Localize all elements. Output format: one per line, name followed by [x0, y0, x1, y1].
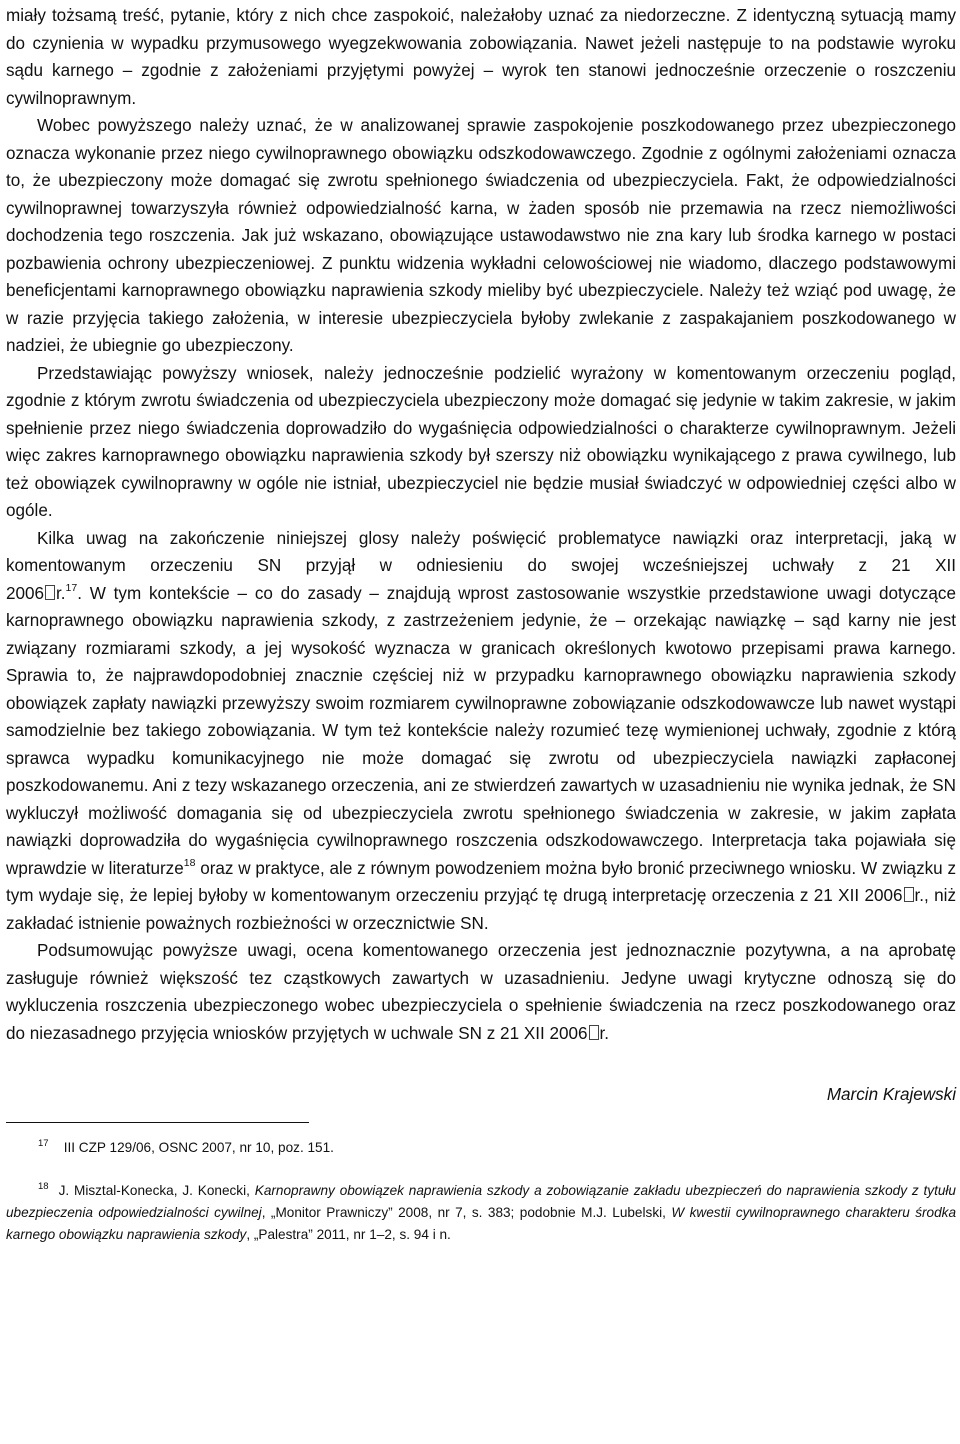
paragraph-2: Wobec powyższego należy uznać, że w analizowanej sprawie zaspokojenie poszkodowanego przez ubezpieczonego oznacza wykonanie przez niego cywilnoprawnego obowiązku odszkodowawczego. Zgodnie z ogólnymi założeniami oznacza to, że ubezpieczony może domagać się zwrotu spełnionego świadczenia od ubezpieczyciela. Fakt, że odpowiedzialności cywilnoprawnej towarzyszyła również odpowiedzialność karna, w żaden sposób nie przemawia na rzecz niemożliwości dochodzenia tego roszczenia. Jak już wskazano, obowiązujące ustawodawstwo nie zna kary lub środka karnego w postaci pozbawienia ochrony ubezpieczeniowej. Z punktu widzenia wykładni celowościowej nie wiadomo, dlaczego podstawowymi beneficjentami karnoprawnego obowiązku naprawienia szkody mieliby być ubezpieczyciele. Należy też wziąć pod uwagę, że w razie przyjęcia takiego założenia, w interesie ubezpieczyciela byłoby zwlekanie z zaspakajaniem poszkodowanego w nadziei, że ubiegnie go ubezpieczony. — [6, 116, 956, 355]
missing-glyph-icon — [589, 1025, 599, 1040]
paragraph-4-end: r., niż zakładać istnienie poważnych rozbieżności w orzecznictwie SN. — [6, 886, 956, 933]
footnote-ref-17[interactable]: 17 — [65, 581, 78, 594]
missing-glyph-icon — [904, 887, 914, 902]
paragraph-4-opening: Kilka uwag na zakończenie niniejszej glosy należy poświęcić problematyce nawiązki oraz interpretacji, jaką w komentowanym orzeczeniu SN przyjął w odniesieniu do swojej wcześniejszej uchwały z 21 XII — [6, 528, 956, 575]
footnote-ref-18[interactable]: 18 — [183, 856, 196, 869]
footnote-number: 17 — [38, 1138, 49, 1149]
footnote-title: Karnoprawny obowiązek naprawienia szkody a zobowiązanie zakładu ubezpieczeń do naprawienia szkody z tytułu ubezpieczenia odpowiedzialności cywilnej — [6, 1183, 956, 1220]
footnote-17 — [6, 1137, 956, 1159]
footnote-source: , „Palestra” 2011, nr 1–2, s. 94 i n. — [246, 1227, 451, 1242]
author-signature: Marcin Krajewski — [826, 1085, 956, 1104]
missing-glyph-icon — [45, 585, 55, 600]
document-page — [6, 2, 956, 1246]
paragraph-3: Przedstawiając powyższy wniosek, należy jednocześnie podzielić wyrażony w komentowanym orzeczeniu pogląd, zgodnie z którym zwrotu świadczenia od ubezpieczyciela ubezpieczony może domagać się jedynie w takim zakresie, w jakim spełnienie przez niego świadczenia doprowadziło do wygaśnięcia odpowiedzialności o charakterze cywilnoprawnym. Jeżeli więc zakres karnoprawnego obowiązku naprawienia szkody był szerszy niż obowiązku wynikającego z prawa cywilnego, lub też obowiązek cywilnoprawny w ogóle nie istniał, ubezpieczyciel nie będzie musiał świadczyć w odpowiedniej części albo w ogóle. — [6, 363, 956, 520]
footnote-text: III CZP 129/06, OSNC 2007, nr 10, poz. 151. — [63, 1140, 334, 1155]
paragraph-5-body: Podsumowując powyższe uwagi, ocena komentowanego orzeczenia jest jednoznacznie pozytywna, a na aprobatę zasługuje również większość tez cząstkowych zawartych w uzasadnieniu. Jedyne uwagi krytyczne odnoszą się do wykluczenia roszczenia ubezpieczonego wobec ubezpieczyciela o spełnienie świadczenia na rzecz poszkodowanego oraz do niezasadnego przyjęcia wniosków przyjętych w uchwale SN z 21 XII 2006 — [6, 941, 956, 1043]
date-year: 2006 — [6, 583, 45, 603]
paragraph-4-tail: oraz w praktyce, ale z równym powodzeniem można było bronić przeciwnego wniosku. W związku z tym wydaje się, że lepiej byłoby w komentowanym orzeczeniu przyjąć tę drugą interpretację orzeczenia z 21 XII 2006 — [6, 858, 957, 905]
footnote-number: 18 — [38, 1181, 49, 1192]
paragraph-1: miały tożsamą treść, pytanie, który z nich chce zaspokoić, należałoby uznać za niedorzeczne. Z identyczną sytuacją mamy do czynienia w wypadku przymusowego wyegzekwowania zobowiązania. Nawet jeżeli następuje to na podstawie wyroku sądu karnego – zgodnie z założeniami przyjętymi powyżej – wyrok ten stanowi jednocześnie orzeczenie o roszczeniu cywilnoprawnym. — [6, 6, 956, 108]
paragraph-4-body: . W tym kontekście – co do zasady – znajdują wprost zastosowanie wszystkie przedstawione uwagi dotyczące karnoprawnego obowiązku naprawienia szkody, z zastrzeżeniem jedynie, że – orzekając nawiązkę – sąd karny nie jest związany rozmiarami szkody, a jej wysokość wyznacza w granicach określonych kwotowo przepisami prawa karnego. Sprawia to, że najprawdopodobniej znacznie częściej niż w przypadku karnoprawnego obowiązku naprawienia szkody obowiązek zapłaty nawiązki przewyższy swoim rozmiarem cywilnoprawne zobowiązanie odszkodowawcze lub nawet wystąpi samodzielnie bez takiego zobowiązania. W tym też kontekście należy rozumieć tezę wymienionej uchwały, zgodnie z którą sprawca wypadku komunikacyjnego nie może domagać się zwrotu od ubezpieczyciela nawiązki zapłaconej poszkodowanemu. Ani z tezy wskazanego orzeczenia, ani ze stwierdzeń zawartych w uzasadnieniu nie wynika jednak, że SN wykluczył możliwość domagania się od ubezpieczyciela zwrotu spełnionego świadczenia w zakresie, w jakim zapłata nawiązki doprowadziła do wygaśnięcia cywilnoprawnego roszczenia odszkodowawczego. Interpretacja taka pojawiała się wprawdzie w literaturze — [6, 583, 956, 878]
footnote-divider — [6, 1122, 309, 1123]
footnote-source: , „Monitor Prawniczy” 2008, nr 7, s. 383; podobnie M.J. Lubelski, — [261, 1205, 672, 1220]
paragraph-5 — [6, 937, 956, 1047]
date-suffix: r. — [56, 583, 66, 603]
footnote-18 — [6, 1180, 956, 1246]
paragraph-4 — [6, 580, 956, 938]
paragraph-5-end: r. — [599, 1023, 609, 1043]
footnote-authors: J. Misztal-Konecka, J. Konecki, — [58, 1183, 255, 1198]
footnote-title: W kwestii cywilnoprawnego charakteru środka karnego obowiązku naprawienia szkody — [6, 1205, 957, 1242]
